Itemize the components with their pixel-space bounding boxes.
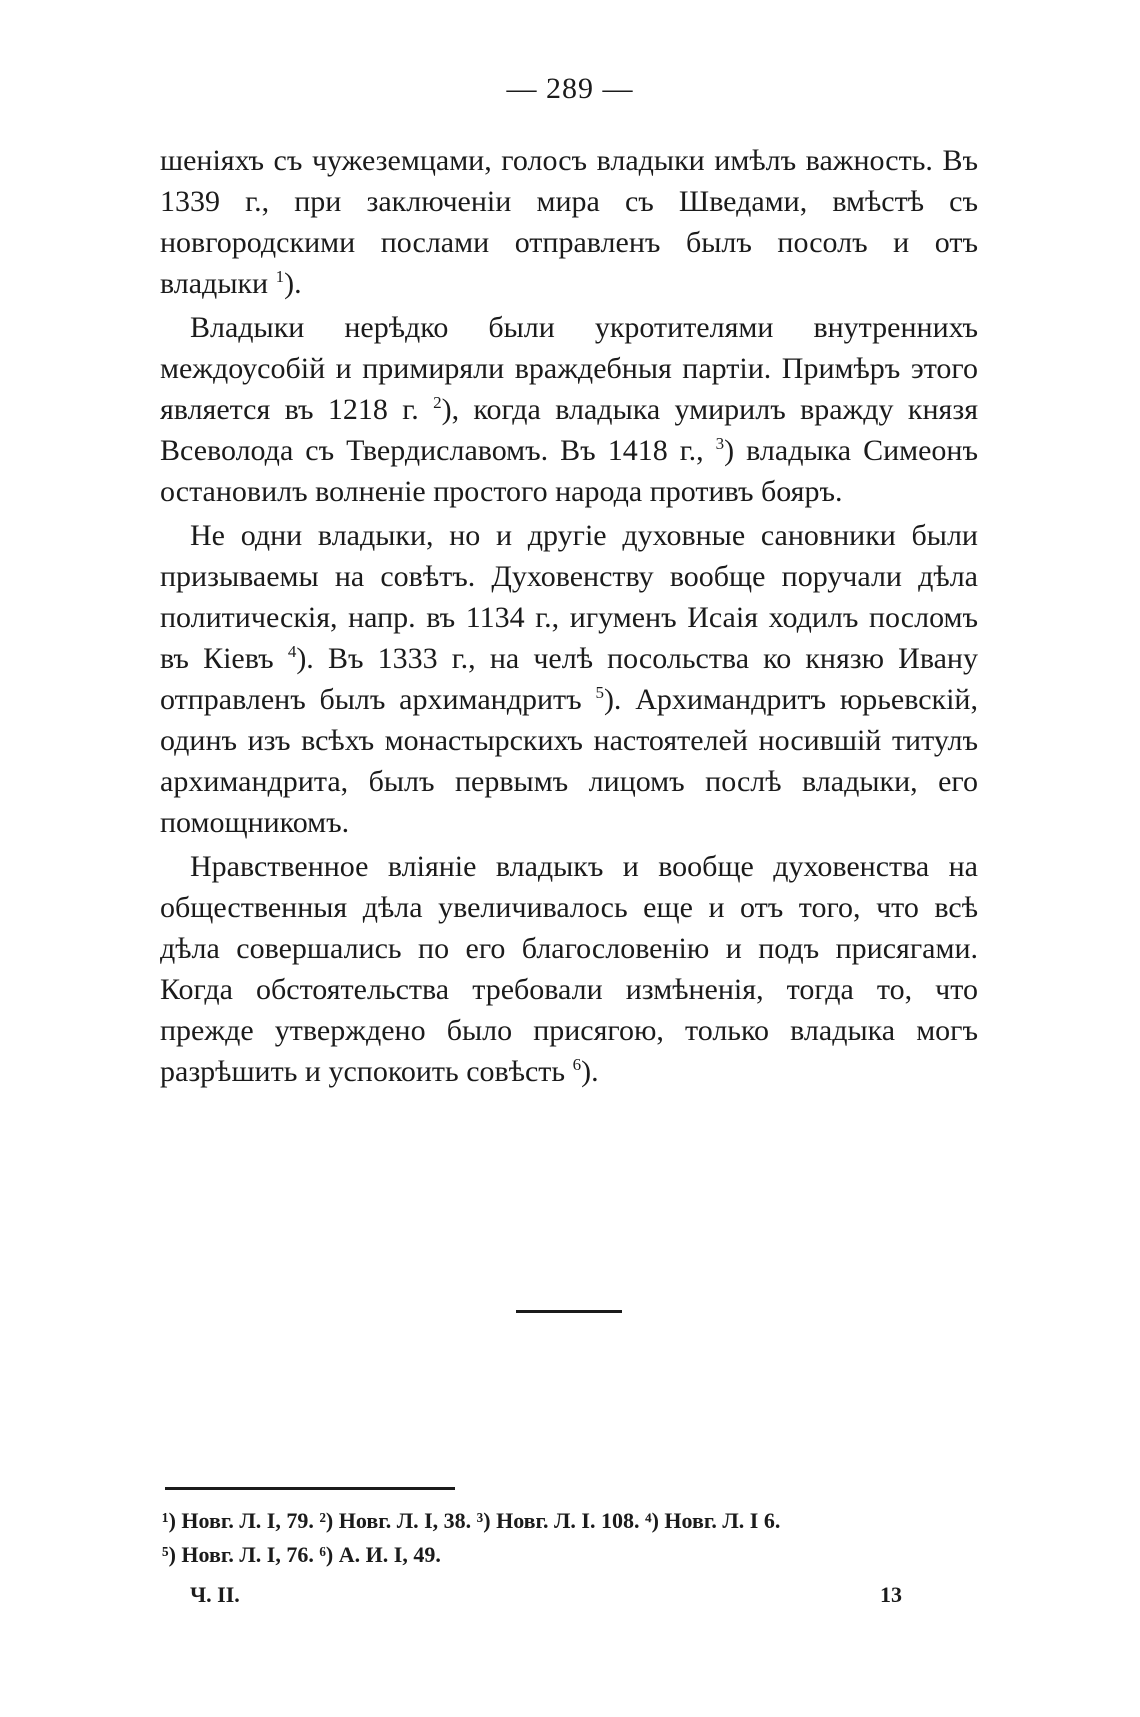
paragraph-text: ), когда владыка умирилъ вражду князя Всеволода съ Твердиславомъ. Въ 1418 г.,	[160, 393, 978, 467]
paragraph-text: Владыки нерѣдко были укротителями внутреннихъ междоусобій и примиряли враждебныя партіи. Примѣръ этого является въ 1218 г.	[160, 311, 978, 426]
footnote-ref: 4	[287, 642, 297, 661]
paragraph	[160, 307, 978, 512]
paragraph-text: ).	[581, 1055, 599, 1088]
footnote-ref: 3	[715, 434, 725, 453]
footnote-ref: 1	[275, 267, 285, 286]
paragraph	[160, 846, 978, 1092]
paragraph-text: ). Архимандритъ юрьевскій, одинъ изъ всѣхъ монастырскихъ настоятелей носившій титулъ архимандрита, былъ первымъ лицомъ послѣ владыки, его помощникомъ.	[160, 683, 978, 839]
paragraph	[160, 515, 978, 843]
footnote-line: ⁵) Новг. Л. I, 76. ⁶) А. И. I, 49.	[162, 1542, 441, 1567]
footnote-ref: 5	[595, 683, 604, 702]
footnotes	[162, 1504, 982, 1572]
paragraph	[160, 140, 978, 304]
sheet-number: 13	[880, 1582, 902, 1607]
paragraph-text: ). Въ 1333 г., на челѣ посольства ко князю Ивану отправленъ былъ архимандритъ	[160, 642, 978, 716]
paragraph-text: ) владыка Симеонъ остановилъ волненіе простого народа противъ бояръ.	[160, 434, 978, 508]
footnote-ref: 2	[433, 393, 442, 412]
paragraph-text: шеніяхъ съ чужеземцами, голосъ владыки имѣлъ важность. Въ 1339 г., при заключеніи мира съ Шведами, вмѣстѣ съ новгородскими послами отправленъ былъ посолъ и отъ владыки	[160, 144, 978, 300]
paragraph-text: Нравственное вліяніе владыкъ и вообще духовенства на общественныя дѣла увеличивалось еще и отъ того, что всѣ дѣла совершались по его благословенію и подъ присягами. Когда обстоятельства требовали измѣненія, тогда то, что прежде утверждено было присягою, только владыка могъ разрѣшить и успокоить совѣсть	[160, 850, 978, 1088]
footnote-ref: 6	[572, 1055, 582, 1074]
body-text	[160, 140, 978, 1092]
paragraph-text: ).	[284, 267, 302, 300]
paragraph-text: Не одни владыки, но и другіе духовные сановники были призываемы на совѣтъ. Духовенству вообще поручали дѣла политическія, напр. въ 1134 г., игуменъ Исаія ходилъ посломъ въ Кіевъ	[160, 519, 978, 675]
footnote-separator	[165, 1487, 455, 1490]
signature-mark: Ч. II.	[190, 1582, 240, 1607]
section-end-rule	[516, 1310, 622, 1313]
page-number: — 289 —	[506, 72, 634, 105]
footnote-line: ¹) Новг. Л. I, 79. ²) Новг. Л. I, 38. ³) Новг. Л. I. 108. ⁴) Новг. Л. I 6.	[162, 1508, 781, 1533]
